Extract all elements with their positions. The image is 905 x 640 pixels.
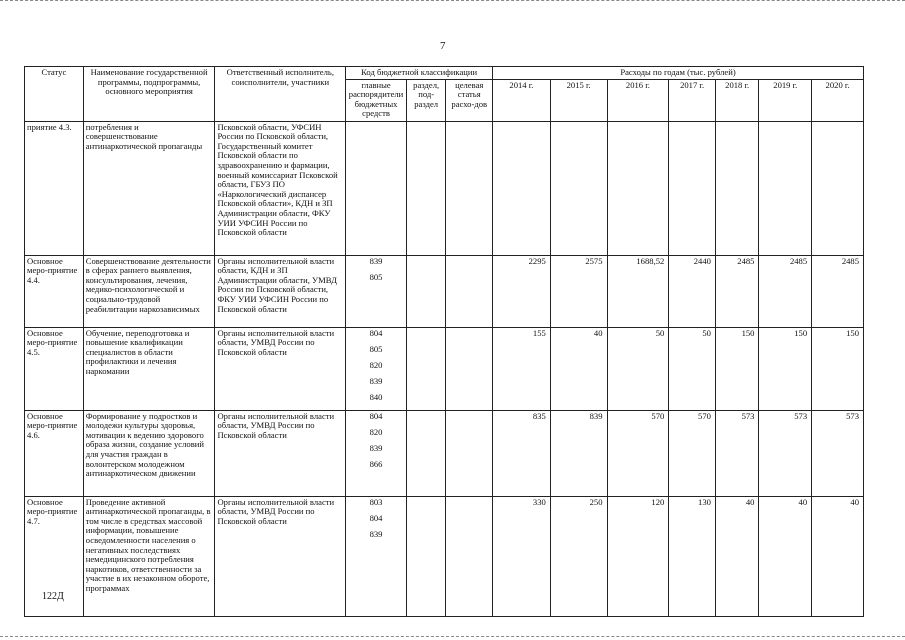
header-year: 2014 г. xyxy=(493,79,551,121)
row-year-value: 150 xyxy=(715,327,759,410)
admin-code: 804 xyxy=(369,327,383,338)
row-year-value: 40 xyxy=(550,327,607,410)
row-responsible: Органы исполнительной власти области, УМВД России по Псковской области xyxy=(215,496,346,616)
header-expenses: Расходы по годам (тыс. рублей) xyxy=(493,67,864,80)
row-year-value xyxy=(550,121,607,255)
row-year-value: 250 xyxy=(550,496,607,616)
table-row xyxy=(25,496,864,616)
row-year-value: 573 xyxy=(812,410,864,496)
table-body xyxy=(25,121,864,616)
admin-code: 805 xyxy=(369,271,383,282)
header-budget-sub: главные распорядители бюджетных средств xyxy=(346,79,407,121)
table-row xyxy=(25,255,864,327)
row-year-value: 570 xyxy=(669,410,716,496)
admin-code: 803 xyxy=(369,496,383,507)
row-year-value xyxy=(669,121,716,255)
row-name: Проведение активной антинаркотической пропаганды, в том числе в средствах массовой информации, повышение осведомленности населения о негативных последствиях немедицинского потребления наркотиков, ответственности за участие в их незаконном обороте, программах xyxy=(83,496,215,616)
table-row xyxy=(25,121,864,255)
row-section xyxy=(406,255,446,327)
row-year-value: 2485 xyxy=(715,255,759,327)
row-year-value: 50 xyxy=(607,327,669,410)
header-year: 2015 г. xyxy=(550,79,607,121)
row-responsible: Органы исполнительной власти области, УМВД России по Псковской области xyxy=(215,410,346,496)
row-year-value: 2485 xyxy=(812,255,864,327)
row-year-value: 2295 xyxy=(493,255,551,327)
row-name: Совершенствование деятельности в сферах раннего выявления, консультирования, лечения, медико-психологической и социально-трудовой реабилитации наркозависимых xyxy=(83,255,215,327)
page-top-edge xyxy=(0,0,905,3)
row-year-value: 1688,52 xyxy=(607,255,669,327)
row-year-value: 150 xyxy=(812,327,864,410)
row-status: Основное меро-приятие 4.7. xyxy=(25,496,84,616)
row-year-value: 2575 xyxy=(550,255,607,327)
row-year-value: 50 xyxy=(669,327,716,410)
row-year-value: 573 xyxy=(715,410,759,496)
header-year: 2017 г. xyxy=(669,79,716,121)
table-row xyxy=(25,410,864,496)
row-admin-codes xyxy=(346,255,407,327)
row-year-value: 573 xyxy=(759,410,812,496)
row-year-value: 835 xyxy=(493,410,551,496)
header-year: 2020 г. xyxy=(812,79,864,121)
table-header xyxy=(25,67,864,122)
row-target-article xyxy=(446,410,493,496)
admin-code: 820 xyxy=(369,359,383,370)
row-status: Основное меро-приятие 4.6. xyxy=(25,410,84,496)
header-name: Наименование государственной программы, подпрограммы, основного мероприятия xyxy=(83,67,215,122)
row-admin-codes xyxy=(346,496,407,616)
admin-code: 804 xyxy=(369,410,383,421)
row-target-article xyxy=(446,327,493,410)
row-year-value: 40 xyxy=(812,496,864,616)
row-year-value: 40 xyxy=(715,496,759,616)
row-target-article xyxy=(446,121,493,255)
row-name: Формирование у подростков и молодежи культуры здоровья, мотивации к ведению здорового образа жизни, создание условий для участия граждан в волонтерском молодежном антинаркотическом движении xyxy=(83,410,215,496)
row-year-value: 2485 xyxy=(759,255,812,327)
admin-code: 839 xyxy=(369,375,383,386)
row-admin-codes xyxy=(346,121,407,255)
row-year-value xyxy=(493,121,551,255)
row-year-value: 839 xyxy=(550,410,607,496)
header-status: Статус xyxy=(25,67,84,122)
row-year-value: 130 xyxy=(669,496,716,616)
row-section xyxy=(406,121,446,255)
admin-code: 804 xyxy=(369,512,383,523)
row-name: потребления и совершенствование антинаркотической пропаганды xyxy=(83,121,215,255)
admin-code: 840 xyxy=(369,391,383,402)
footer-code: 122Д xyxy=(42,591,64,602)
admin-code: 805 xyxy=(369,343,383,354)
row-admin-codes xyxy=(346,410,407,496)
header-budget-sub: целевая статья расхо-дов xyxy=(446,79,493,121)
row-responsible: Органы исполнительной власти области, УМВД России по Псковской области xyxy=(215,327,346,410)
row-admin-codes xyxy=(346,327,407,410)
header-budget-sub: раздел, под-раздел xyxy=(406,79,446,121)
row-section xyxy=(406,496,446,616)
row-section xyxy=(406,410,446,496)
header-budget-code: Код бюджетной классификации xyxy=(346,67,493,80)
row-status: приятие 4.3. xyxy=(25,121,84,255)
page-bottom-edge xyxy=(0,636,905,639)
header-year: 2019 г. xyxy=(759,79,812,121)
row-year-value: 2440 xyxy=(669,255,716,327)
admin-code: 839 xyxy=(369,442,383,453)
row-year-value: 120 xyxy=(607,496,669,616)
row-year-value: 570 xyxy=(607,410,669,496)
row-year-value: 155 xyxy=(493,327,551,410)
expenses-table xyxy=(24,66,864,617)
row-year-value xyxy=(812,121,864,255)
row-responsible: Органы исполнительной власти области, КДН и ЗП Администрации области, УМВД России по Псковской области, ФКУ УИИ УФСИН России по Псковской области xyxy=(215,255,346,327)
row-year-value xyxy=(607,121,669,255)
row-responsible: Псковской области, УФСИН России по Псковской области, Государственный комитет Псковской области по здравоохранению и фармации, военный комиссариат Псковской области, ГБУЗ ПО «Наркологический диспансер Псковской области», КДН и ЗП Администрации области, ФКУ УИИ УФСИН России по Псковской области xyxy=(215,121,346,255)
row-status: Основное меро-приятие 4.5. xyxy=(25,327,84,410)
row-section xyxy=(406,327,446,410)
row-name: Обучение, переподготовка и повышение квалификации специалистов в области профилактики и лечения наркомании xyxy=(83,327,215,410)
admin-code: 820 xyxy=(369,426,383,437)
row-year-value xyxy=(759,121,812,255)
row-target-article xyxy=(446,255,493,327)
page-number: 7 xyxy=(440,40,446,52)
admin-code: 839 xyxy=(369,528,383,539)
row-year-value: 40 xyxy=(759,496,812,616)
row-year-value xyxy=(715,121,759,255)
admin-code: 866 xyxy=(369,458,383,469)
row-year-value: 330 xyxy=(493,496,551,616)
table-row xyxy=(25,327,864,410)
header-year: 2016 г. xyxy=(607,79,669,121)
row-status: Основное меро-приятие 4.4. xyxy=(25,255,84,327)
row-year-value: 150 xyxy=(759,327,812,410)
header-responsible: Ответственный исполнитель, соисполнители, участники xyxy=(215,67,346,122)
header-year: 2018 г. xyxy=(715,79,759,121)
row-target-article xyxy=(446,496,493,616)
admin-code: 839 xyxy=(369,255,383,266)
